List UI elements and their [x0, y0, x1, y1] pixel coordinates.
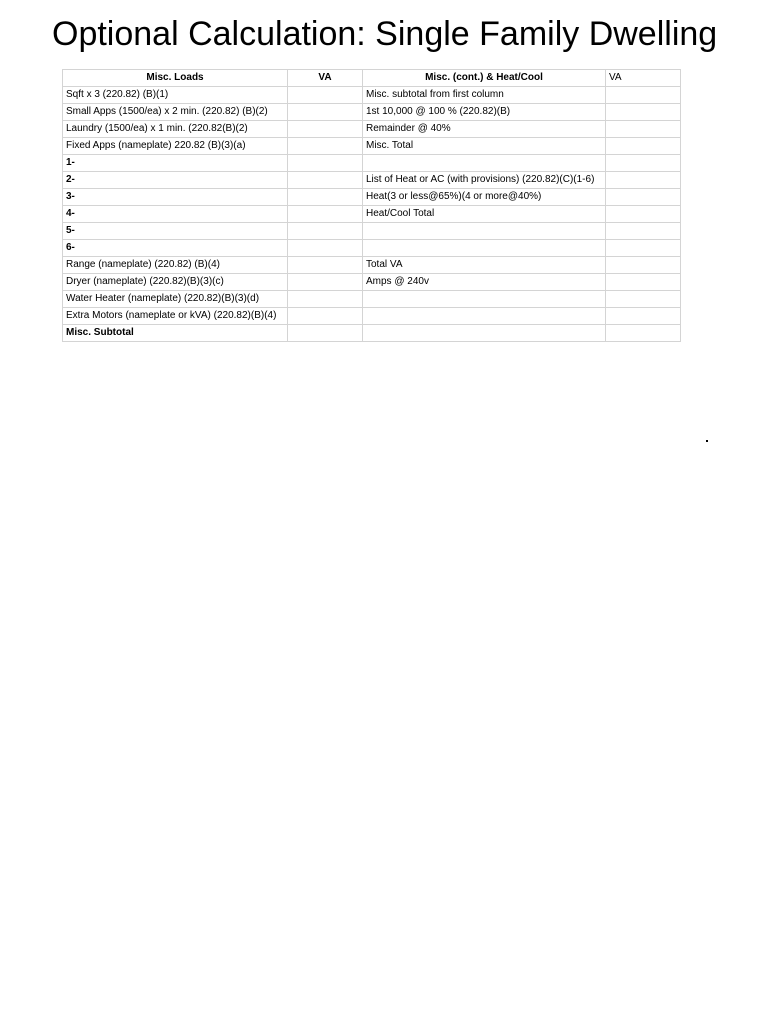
- heat-cool-label: Heat(3 or less@65%)(4 or more@40%): [363, 189, 606, 206]
- header-misc-heat-cool: Misc. (cont.) & Heat/Cool: [363, 70, 606, 87]
- table-row: [63, 308, 681, 325]
- heat-cool-va-cell[interactable]: [606, 104, 681, 121]
- misc-load-va-cell[interactable]: [288, 104, 363, 121]
- table-row: [63, 291, 681, 308]
- heat-cool-va-cell[interactable]: [606, 87, 681, 104]
- misc-load-va-cell[interactable]: [288, 138, 363, 155]
- misc-load-label: 6-: [63, 240, 288, 257]
- heat-cool-label: Amps @ 240v: [363, 274, 606, 291]
- heat-cool-va-cell[interactable]: [606, 308, 681, 325]
- heat-cool-va-cell[interactable]: [606, 274, 681, 291]
- misc-load-va-cell[interactable]: [288, 291, 363, 308]
- table-row: [63, 121, 681, 138]
- misc-load-label: Sqft x 3 (220.82) (B)(1): [63, 87, 288, 104]
- heat-cool-label: [363, 223, 606, 240]
- misc-load-label: Water Heater (nameplate) (220.82)(B)(3)(d): [63, 291, 288, 308]
- misc-load-label: Extra Motors (nameplate or kVA) (220.82)(B)(4): [63, 308, 288, 325]
- table-row: [63, 325, 681, 342]
- misc-load-va-cell[interactable]: [288, 172, 363, 189]
- misc-load-label: 3-: [63, 189, 288, 206]
- heat-cool-label: [363, 291, 606, 308]
- misc-load-label: Misc. Subtotal: [63, 325, 288, 342]
- heat-cool-va-cell[interactable]: [606, 240, 681, 257]
- heat-cool-va-cell[interactable]: [606, 206, 681, 223]
- heat-cool-label: 1st 10,000 @ 100 % (220.82)(B): [363, 104, 606, 121]
- misc-load-va-cell[interactable]: [288, 240, 363, 257]
- misc-load-va-cell[interactable]: [288, 206, 363, 223]
- heat-cool-va-cell[interactable]: [606, 138, 681, 155]
- heat-cool-va-cell[interactable]: [606, 223, 681, 240]
- heat-cool-label: Misc. Total: [363, 138, 606, 155]
- table-row: [63, 138, 681, 155]
- table-row: [63, 87, 681, 104]
- heat-cool-label: Heat/Cool Total: [363, 206, 606, 223]
- heat-cool-label: [363, 325, 606, 342]
- misc-load-va-cell[interactable]: [288, 155, 363, 172]
- misc-load-va-cell[interactable]: [288, 308, 363, 325]
- table-row: [63, 206, 681, 223]
- heat-cool-label: List of Heat or AC (with provisions) (220.82)(C)(1-6): [363, 172, 606, 189]
- heat-cool-va-cell[interactable]: [606, 121, 681, 138]
- misc-load-va-cell[interactable]: [288, 87, 363, 104]
- heat-cool-va-cell[interactable]: [606, 155, 681, 172]
- misc-load-va-cell[interactable]: [288, 325, 363, 342]
- misc-load-va-cell[interactable]: [288, 189, 363, 206]
- table-row: [63, 155, 681, 172]
- misc-load-label: 4-: [63, 206, 288, 223]
- heat-cool-va-cell[interactable]: [606, 291, 681, 308]
- header-va-left: VA: [288, 70, 363, 87]
- stray-dot: [706, 440, 708, 442]
- heat-cool-va-cell[interactable]: [606, 257, 681, 274]
- header-row: [63, 70, 681, 87]
- heat-cool-va-cell[interactable]: [606, 189, 681, 206]
- misc-load-label: Small Apps (1500/ea) x 2 min. (220.82) (B)(2): [63, 104, 288, 121]
- heat-cool-va-cell[interactable]: [606, 325, 681, 342]
- table-row: [63, 257, 681, 274]
- table-row: [63, 223, 681, 240]
- misc-load-label: 2-: [63, 172, 288, 189]
- misc-load-va-cell[interactable]: [288, 223, 363, 240]
- heat-cool-label: Misc. subtotal from first column: [363, 87, 606, 104]
- header-va-right: VA: [606, 70, 681, 87]
- misc-load-label: 5-: [63, 223, 288, 240]
- misc-load-va-cell[interactable]: [288, 257, 363, 274]
- heat-cool-label: [363, 240, 606, 257]
- heat-cool-label: [363, 155, 606, 172]
- table-row: [63, 172, 681, 189]
- table-row: [63, 240, 681, 257]
- misc-load-label: Laundry (1500/ea) x 1 min. (220.82(B)(2): [63, 121, 288, 138]
- misc-load-label: 1-: [63, 155, 288, 172]
- heat-cool-label: Total VA: [363, 257, 606, 274]
- misc-load-va-cell[interactable]: [288, 274, 363, 291]
- heat-cool-label: [363, 308, 606, 325]
- table-row: [63, 104, 681, 121]
- table-body: [63, 87, 681, 342]
- page-title: Optional Calculation: Single Family Dwelling: [52, 15, 718, 53]
- table-row: [63, 274, 681, 291]
- misc-load-va-cell[interactable]: [288, 121, 363, 138]
- load-calculation-table: [62, 69, 681, 342]
- table-row: [63, 189, 681, 206]
- misc-load-label: Dryer (nameplate) (220.82)(B)(3)(c): [63, 274, 288, 291]
- heat-cool-label: Remainder @ 40%: [363, 121, 606, 138]
- header-misc-loads: Misc. Loads: [63, 70, 288, 87]
- misc-load-label: Fixed Apps (nameplate) 220.82 (B)(3)(a): [63, 138, 288, 155]
- misc-load-label: Range (nameplate) (220.82) (B)(4): [63, 257, 288, 274]
- heat-cool-va-cell[interactable]: [606, 172, 681, 189]
